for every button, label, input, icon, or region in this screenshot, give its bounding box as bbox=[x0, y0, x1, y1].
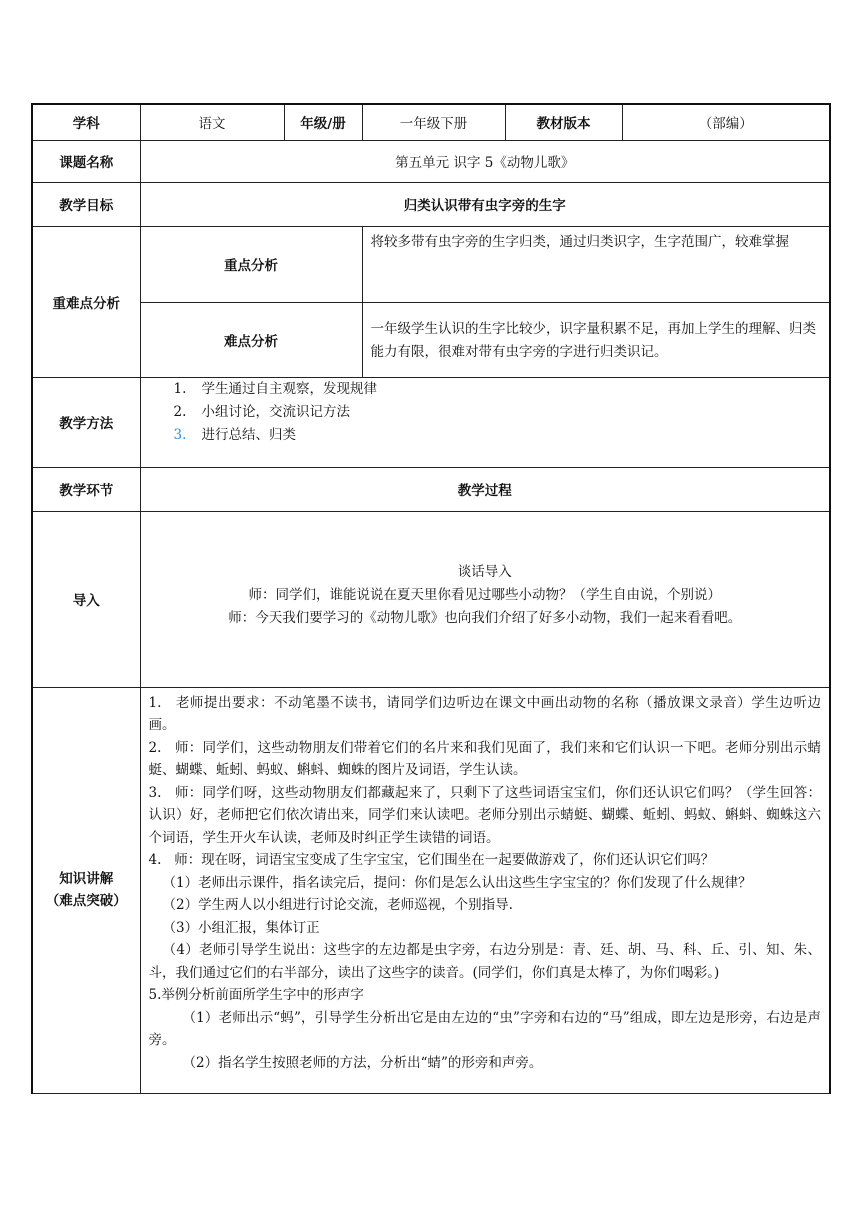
topic-row bbox=[32, 140, 830, 182]
topic-label: 课题名称 bbox=[32, 140, 140, 182]
intro-line-2: 师：今天我们要学习的《动物儿歌》也向我们介绍了好多小动物，我们一起来看看吧。 bbox=[228, 609, 742, 626]
edition-label: 教材版本 bbox=[505, 104, 622, 140]
process-label: 教学过程 bbox=[140, 467, 830, 511]
intro-title: 谈话导入 bbox=[457, 563, 512, 580]
process-stage-label: 教学环节 bbox=[32, 467, 140, 511]
grade-label: 年级/册 bbox=[284, 104, 362, 140]
knowledge-paragraph-2: 2. 师：同学们，这些动物朋友们带着它们的名片来和我们见面了，我们来和它们认识一下吧。老师分别出示蜻蜓、蝴蝶、蚯蚓、蚂蚁、蝌蚪、蜘蛛的图片及词语，学生认读。 bbox=[148, 739, 821, 778]
knowledge-paragraph-5-2: （2）指名学生按照老师的方法，分析出“蜻”的形旁和声旁。 bbox=[182, 1054, 543, 1071]
key-label: 重点分析 bbox=[140, 226, 362, 302]
intro-row bbox=[32, 511, 830, 687]
knowledge-paragraph-4-4: （4）老师引导学生说出：这些字的左边都是虫字旁，右边分别是：青、廷、胡、马、科、丘、引、知、朱、斗，我们通过它们的右半部分，读出了这些字的读音。(同学们，你们真是太棒了，为你们喝彩。) bbox=[148, 942, 821, 981]
intro-line-1: 师：同学们，谁能说说在夏天里你看见过哪些小动物？（学生自由说，个别说） bbox=[248, 586, 721, 603]
method-label: 教学方法 bbox=[32, 377, 140, 467]
knowledge-label-line-2: （难点突破） bbox=[45, 893, 127, 909]
knowledge-paragraph-4-3: （3）小组汇报，集体订正 bbox=[162, 919, 320, 936]
knowledge-label-line-1: 知识讲解 bbox=[59, 871, 114, 887]
knowledge-label bbox=[32, 687, 140, 1093]
knowledge-paragraph-4-1: （1）老师出示课件，指名读完后，提问：你们是怎么认出这些生字宝宝的？你们发现了什么规律？ bbox=[162, 874, 752, 891]
grade-value: 一年级下册 bbox=[362, 104, 505, 140]
method-list-cell bbox=[140, 377, 830, 467]
lesson-plan-table bbox=[31, 103, 831, 1094]
goal-label: 教学目标 bbox=[32, 182, 140, 226]
knowledge-content bbox=[140, 687, 830, 1093]
topic-value: 第五单元 识字 5《动物儿歌》 bbox=[140, 140, 830, 182]
hard-text: 一年级学生认识的生字比较少，识字量积累不足，再加上学生的理解、归类能力有限，很难对带有虫字旁的字进行归类识记。 bbox=[362, 302, 830, 377]
process-header-row bbox=[32, 467, 830, 511]
knowledge-paragraph-5: 5.举例分析前面所学生字中的形声字 bbox=[148, 987, 364, 1003]
subject-label: 学科 bbox=[32, 104, 140, 140]
knowledge-paragraph-3: 3. 师：同学们呀，这些动物朋友们都藏起来了，只剩下了这些词语宝宝们，你们还认识它们吗？（学生回答：认识）好，老师把它们依次请出来，同学们来认读吧。老师分别出示蜻蜓、蝴蝶、蚯蚓、蚂蚁、蝌蚪、蜘蛛这六个词语，学生开火车认读，老师及时纠正学生读错的词语。 bbox=[148, 784, 821, 846]
list-item: 2. 小组讨论，交流识记方法 bbox=[173, 403, 350, 420]
goal-value: 归类认识带有虫字旁的生字 bbox=[140, 182, 830, 226]
intro-label: 导入 bbox=[32, 511, 140, 687]
hard-label: 难点分析 bbox=[140, 302, 362, 377]
list-item: 3. 进行总结、归类 bbox=[173, 426, 296, 443]
knowledge-row bbox=[32, 687, 830, 1093]
header-row bbox=[32, 104, 830, 140]
subject-value: 语文 bbox=[140, 104, 284, 140]
knowledge-paragraph-4-2: （2）学生两人以小组进行讨论交流，老师巡视，个别指导. bbox=[162, 897, 513, 913]
knowledge-paragraph-4: 4. 师：现在呀，词语宝宝变成了生字宝宝，它们围坐在一起要做游戏了，你们还认识它们吗？ bbox=[148, 852, 715, 868]
key-text: 将较多带有虫字旁的生字归类，通过归类识字，生字范围广，较难掌握 bbox=[362, 226, 830, 302]
intro-content bbox=[140, 511, 830, 687]
method-row bbox=[32, 377, 830, 467]
list-item: 1. 学生通过自主观察，发现规律 bbox=[173, 380, 377, 397]
knowledge-paragraph-1: 1. 老师提出要求：不动笔墨不读书，请同学们边听边在课文中画出动物的名称（播放课文录音）学生边听边画。 bbox=[148, 694, 821, 733]
hard-analysis-row bbox=[32, 302, 830, 377]
knowledge-paragraph-5-1: （1）老师出示“蚂”，引导学生分析出它是由左边的“虫”字旁和右边的“马”组成，即左边是形旁，右边是声旁。 bbox=[148, 1009, 821, 1048]
key-analysis-row bbox=[32, 226, 830, 302]
edition-value: （部编） bbox=[622, 104, 830, 140]
analysis-label: 重难点分析 bbox=[32, 226, 140, 377]
method-list bbox=[141, 378, 830, 447]
goal-row bbox=[32, 182, 830, 226]
